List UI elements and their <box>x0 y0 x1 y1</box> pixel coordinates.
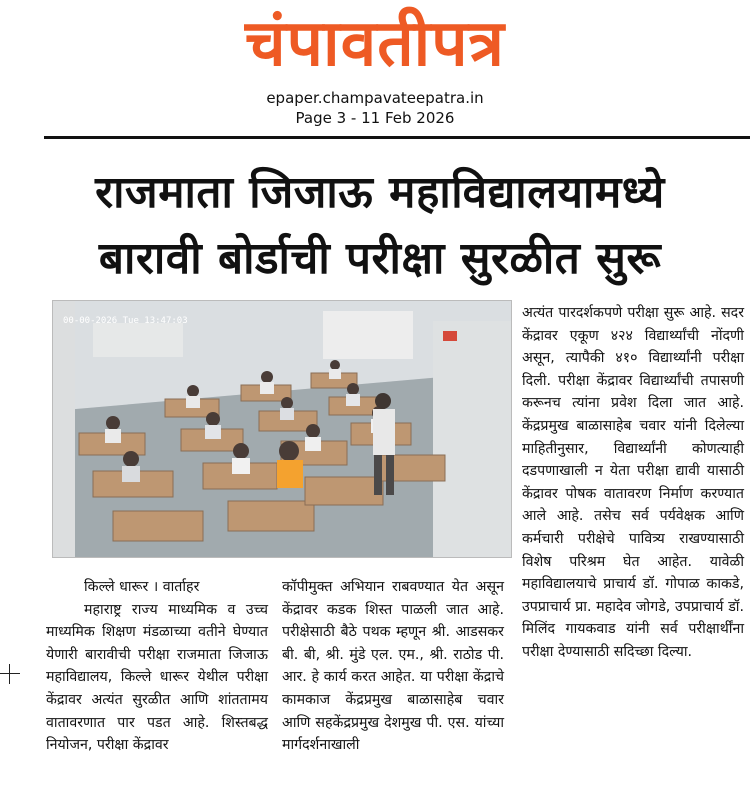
crop-mark <box>0 664 20 684</box>
article-column-1 <box>46 576 268 757</box>
newspaper-logo: चंपावतीपत्र <box>245 7 505 81</box>
page-info: Page 3 - 11 Feb 2026 <box>295 109 455 127</box>
column-3-text: अत्यंत पारदर्शकपणे परीक्षा सुरू आहे. सदर केंद्रावर एकूण ४२४ विद्यार्थ्यांची नोंदणी असून, त्यापैकी ४१० विद्यार्थ्यांनी परीक्षा दिली. परीक्षा केंद्रावर विद्यार्थ्यांची तपासणी करूनच त्यांना प्रवेश दिला जात आहे. केंद्रप्रमुख बाळासाहेब चवार यांनी दिलेल्या माहितीनुसार, विद्यार्थ्यांनी कोणत्याही दडपणाखाली न येता परीक्षा द्यावी यासाठी केंद्रावर पोषक वातावरण निर्माण करण्यात आले आहे. तसेच सर्व पर्यवेक्षक आणि कर्मचारी परीक्षेचे पावित्र्य राखण्यासाठी विशेष परिश्रम घेत आहेत. यावेळी महाविद्यालयाचे प्राचार्य डॉ. गोपाळ काकडे, उपप्राचार्य प्रा. महादेव जोगडे, उपप्राचार्य डॉ. मिलिंद गायकवाड यांनी सर्व परीक्षार्थींना परीक्षा देण्यासाठी सदिच्छा दिल्या. <box>522 305 744 660</box>
headline-line-1: राजमाता जिजाऊ महाविद्यालयामध्ये <box>95 167 665 218</box>
cctv-timestamp: 00-00-2026 Tue 13:47:03 <box>63 316 188 326</box>
exam-hall-photo <box>52 300 512 558</box>
classroom-illustration <box>53 301 511 557</box>
epaper-url[interactable]: epaper.champavateepatra.in <box>266 89 484 107</box>
dateline: किल्ले धारूर । वार्ताहर <box>84 579 200 595</box>
article-column-2 <box>282 576 504 757</box>
header-rule <box>44 136 750 139</box>
article-column-3 <box>522 302 744 664</box>
headline-line-2: बारावी बोर्डाची परीक्षा सुरळीत सुरू <box>98 233 662 284</box>
column-1-text: महाराष्ट्र राज्य माध्यमिक व उच्च माध्यमिक शिक्षण मंडळाच्या वतीने घेण्यात येणारी बारावीची परीक्षा राजमाता जिजाऊ महाविद्यालय, किल्ले धारूर येथील परीक्षा केंद्रावर अत्यंत सुरळीत आणि शांततामय वातावरणात पार पडत आहे. शिस्तबद्ध नियोजन, परीक्षा केंद्रावर <box>46 601 268 754</box>
column-2-text: कॉपीमुक्त अभियान राबवण्यात येत असून केंद्रावर कडक शिस्त पाळली जात आहे. परीक्षेसाठी बैठे पथक म्हणून श्री. आडसकर बी. बी, श्री. मुंडे एल. एम., श्री. राठोड पी. आर. हे कार्य करत आहेत. या परीक्षा केंद्राचे कामकाज केंद्रप्रमुख बाळासाहेब चवार आणि सहकेंद्रप्रमुख देशमुख पी. एस. यांच्या मार्गदर्शनाखाली <box>282 579 504 754</box>
